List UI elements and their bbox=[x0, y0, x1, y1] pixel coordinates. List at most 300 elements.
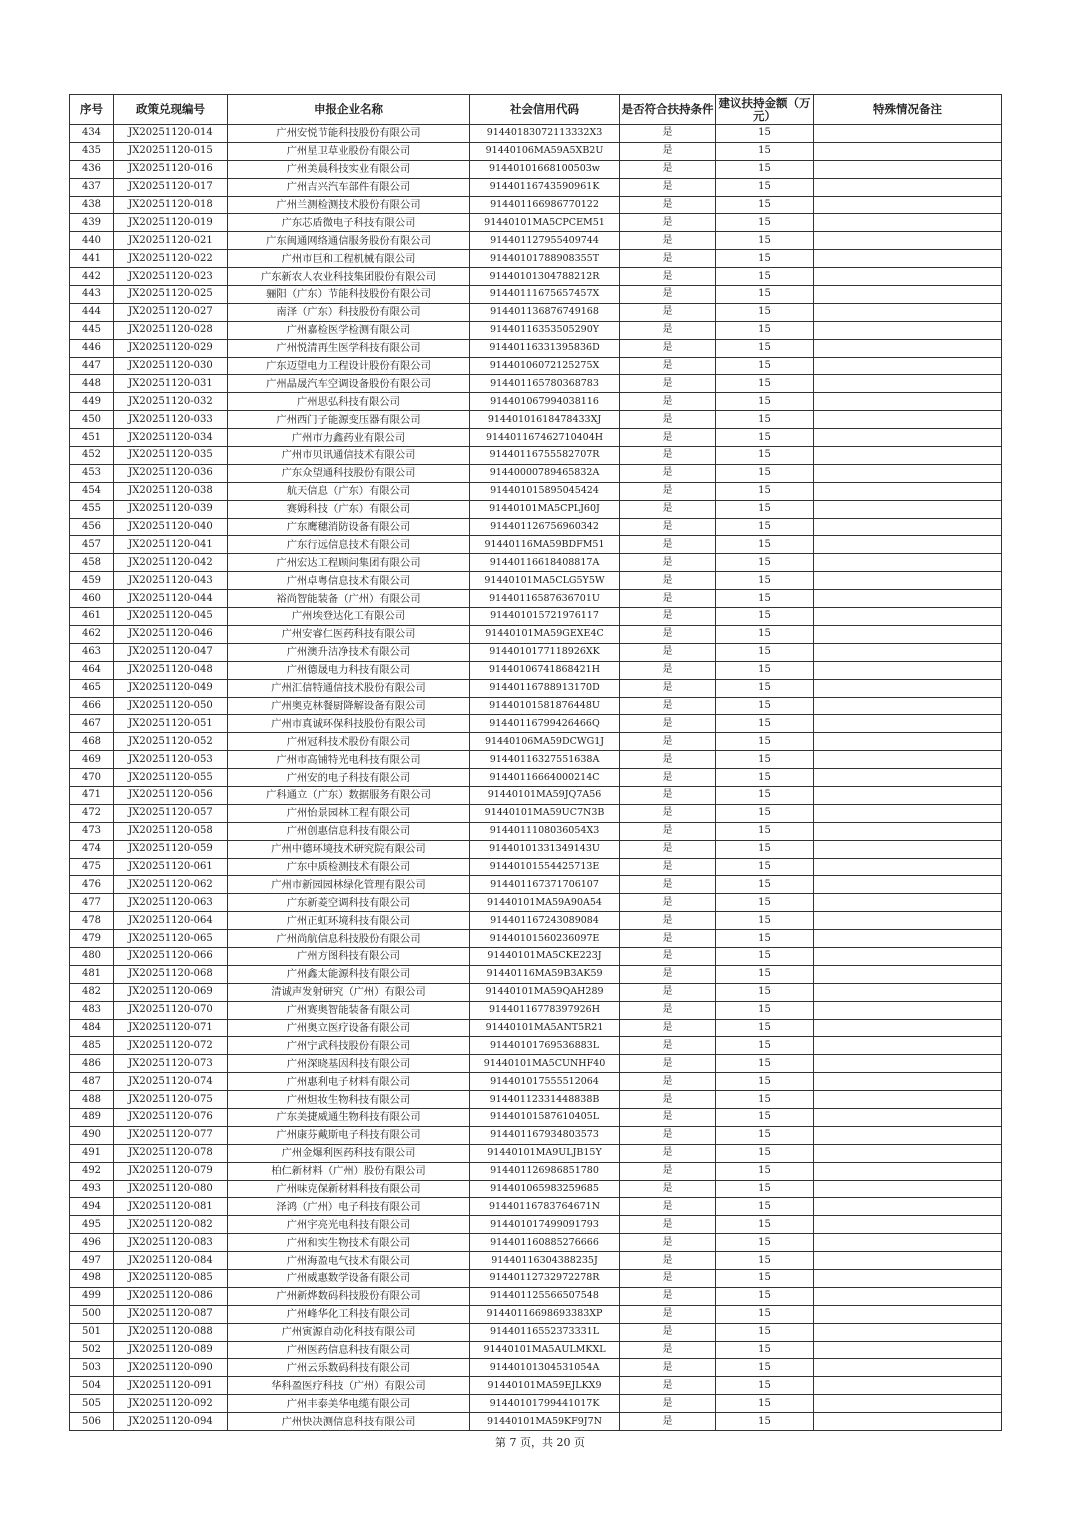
cell-amount: 15 bbox=[716, 1305, 814, 1323]
cell-company-name: 赛姆科技（广东）有限公司 bbox=[228, 500, 470, 518]
cell-eligible: 是 bbox=[620, 393, 716, 411]
cell-policy-number: JX20251120-034 bbox=[114, 429, 228, 447]
cell-seq: 449 bbox=[70, 393, 114, 411]
cell-eligible: 是 bbox=[620, 178, 716, 196]
cell-amount: 15 bbox=[716, 1126, 814, 1144]
cell-amount: 15 bbox=[716, 125, 814, 143]
cell-eligible: 是 bbox=[620, 769, 716, 787]
cell-note bbox=[814, 196, 1002, 214]
cell-seq: 476 bbox=[70, 876, 114, 894]
cell-company-name: 广州奥立医疗设备有限公司 bbox=[228, 1019, 470, 1037]
header-amount: 建议扶持金额（万元） bbox=[716, 95, 814, 125]
cell-policy-number: JX20251120-052 bbox=[114, 733, 228, 751]
cell-note bbox=[814, 572, 1002, 590]
cell-eligible: 是 bbox=[620, 1198, 716, 1216]
cell-note bbox=[814, 321, 1002, 339]
cell-amount: 15 bbox=[716, 1198, 814, 1216]
cell-seq: 486 bbox=[70, 1055, 114, 1073]
cell-seq: 498 bbox=[70, 1270, 114, 1288]
cell-policy-number: JX20251120-014 bbox=[114, 125, 228, 143]
cell-amount: 15 bbox=[716, 608, 814, 626]
cell-note bbox=[814, 554, 1002, 572]
table-row bbox=[70, 697, 1002, 715]
cell-company-name: 广州和实生物技术有限公司 bbox=[228, 1234, 470, 1252]
cell-seq: 461 bbox=[70, 608, 114, 626]
table-row bbox=[70, 375, 1002, 393]
cell-company-name: 南泽（广东）科技股份有限公司 bbox=[228, 303, 470, 321]
cell-note bbox=[814, 268, 1002, 286]
cell-seq: 442 bbox=[70, 268, 114, 286]
cell-credit-code: 91440116799426466Q bbox=[470, 715, 620, 733]
cell-credit-code: 91440116MA59BDFM51 bbox=[470, 536, 620, 554]
cell-company-name: 广州海盈电气技术有限公司 bbox=[228, 1252, 470, 1270]
cell-amount: 15 bbox=[716, 375, 814, 393]
cell-eligible: 是 bbox=[620, 697, 716, 715]
table-row bbox=[70, 769, 1002, 787]
table-row bbox=[70, 214, 1002, 232]
cell-policy-number: JX20251120-065 bbox=[114, 930, 228, 948]
cell-note bbox=[814, 1162, 1002, 1180]
cell-company-name: 航天信息（广东）有限公司 bbox=[228, 482, 470, 500]
cell-policy-number: JX20251120-079 bbox=[114, 1162, 228, 1180]
header-eligible: 是否符合扶持条件 bbox=[620, 95, 716, 125]
cell-amount: 15 bbox=[716, 786, 814, 804]
cell-credit-code: 91440101MA5CPCEM51 bbox=[470, 214, 620, 232]
cell-seq: 434 bbox=[70, 125, 114, 143]
table-row bbox=[70, 500, 1002, 518]
cell-amount: 15 bbox=[716, 822, 814, 840]
cell-seq: 437 bbox=[70, 178, 114, 196]
cell-eligible: 是 bbox=[620, 1305, 716, 1323]
cell-seq: 472 bbox=[70, 804, 114, 822]
cell-company-name: 广州怡景园林工程有限公司 bbox=[228, 804, 470, 822]
cell-note bbox=[814, 1234, 1002, 1252]
cell-note bbox=[814, 751, 1002, 769]
cell-eligible: 是 bbox=[620, 357, 716, 375]
cell-company-name: 广州冠科技术股份有限公司 bbox=[228, 733, 470, 751]
cell-company-name: 广州市贝讯通信技术有限公司 bbox=[228, 447, 470, 465]
cell-policy-number: JX20251120-078 bbox=[114, 1144, 228, 1162]
cell-policy-number: JX20251120-094 bbox=[114, 1413, 228, 1431]
cell-credit-code: 91440101304531054A bbox=[470, 1359, 620, 1377]
cell-eligible: 是 bbox=[620, 590, 716, 608]
cell-credit-code: 91440106741868421H bbox=[470, 661, 620, 679]
cell-policy-number: JX20251120-027 bbox=[114, 303, 228, 321]
cell-company-name: 广州宏达工程顾问集团有限公司 bbox=[228, 554, 470, 572]
table-row bbox=[70, 429, 1002, 447]
cell-seq: 465 bbox=[70, 679, 114, 697]
cell-credit-code: 91440101788908355T bbox=[470, 250, 620, 268]
table-row bbox=[70, 661, 1002, 679]
cell-note bbox=[814, 482, 1002, 500]
cell-note bbox=[814, 375, 1002, 393]
cell-policy-number: JX20251120-070 bbox=[114, 1001, 228, 1019]
cell-credit-code: 91440112675696034​2 bbox=[470, 518, 620, 536]
cell-policy-number: JX20251120-081 bbox=[114, 1198, 228, 1216]
cell-company-name: 广州汇信特通信技术股份有限公司 bbox=[228, 679, 470, 697]
cell-note bbox=[814, 1252, 1002, 1270]
cell-policy-number: JX20251120-073 bbox=[114, 1055, 228, 1073]
cell-seq: 452 bbox=[70, 447, 114, 465]
cell-credit-code: 91440116793480357​3 bbox=[470, 1126, 620, 1144]
cell-policy-number: JX20251120-062 bbox=[114, 876, 228, 894]
cell-company-name: 骊阳（广东）节能科技股份有限公司 bbox=[228, 286, 470, 304]
cell-eligible: 是 bbox=[620, 1216, 716, 1234]
cell-note bbox=[814, 339, 1002, 357]
cell-seq: 443 bbox=[70, 286, 114, 304]
cell-company-name: 柏仁新材料（广州）股份有限公司 bbox=[228, 1162, 470, 1180]
policy-funding-table bbox=[69, 94, 1002, 1431]
cell-credit-code: 91440116618408817A bbox=[470, 554, 620, 572]
cell-note bbox=[814, 1216, 1002, 1234]
cell-amount: 15 bbox=[716, 715, 814, 733]
cell-credit-code: 91440116724308908​4 bbox=[470, 912, 620, 930]
cell-amount: 15 bbox=[716, 393, 814, 411]
cell-note bbox=[814, 286, 1002, 304]
cell-amount: 15 bbox=[716, 536, 814, 554]
cell-policy-number: JX20251120-059 bbox=[114, 840, 228, 858]
cell-note bbox=[814, 518, 1002, 536]
table-row bbox=[70, 1198, 1002, 1216]
cell-amount: 15 bbox=[716, 286, 814, 304]
cell-amount: 15 bbox=[716, 679, 814, 697]
cell-amount: 15 bbox=[716, 178, 814, 196]
cell-credit-code: 91440116743590961K bbox=[470, 178, 620, 196]
table-row bbox=[70, 447, 1002, 465]
cell-policy-number: JX20251120-047 bbox=[114, 643, 228, 661]
cell-company-name: 广州市高铺特光电科技有限公司 bbox=[228, 751, 470, 769]
table-row bbox=[70, 1019, 1002, 1037]
cell-credit-code: 91440101MA9ULJB15Y bbox=[470, 1144, 620, 1162]
cell-amount: 15 bbox=[716, 733, 814, 751]
cell-eligible: 是 bbox=[620, 447, 716, 465]
table-row bbox=[70, 840, 1002, 858]
cell-seq: 488 bbox=[70, 1091, 114, 1109]
cell-note bbox=[814, 894, 1002, 912]
header-policy-number: 政策兑现编号 bbox=[114, 95, 228, 125]
cell-note bbox=[814, 769, 1002, 787]
cell-credit-code: 91440101771189​26XK bbox=[470, 643, 620, 661]
cell-eligible: 是 bbox=[620, 429, 716, 447]
cell-policy-number: JX20251120-019 bbox=[114, 214, 228, 232]
cell-amount: 15 bbox=[716, 1234, 814, 1252]
cell-policy-number: JX20251120-089 bbox=[114, 1341, 228, 1359]
table-row bbox=[70, 250, 1002, 268]
cell-amount: 15 bbox=[716, 769, 814, 787]
cell-credit-code: 91440116755582707R bbox=[470, 447, 620, 465]
table-row bbox=[70, 858, 1002, 876]
cell-credit-code: 91440112698685178​0 bbox=[470, 1162, 620, 1180]
cell-credit-code: 91440112556650754​8 bbox=[470, 1287, 620, 1305]
table-row bbox=[70, 554, 1002, 572]
cell-note bbox=[814, 303, 1002, 321]
cell-amount: 15 bbox=[716, 590, 814, 608]
cell-company-name: 广东行远信息技术有限公司 bbox=[228, 536, 470, 554]
cell-company-name: 广州美晨科技实业有限公司 bbox=[228, 160, 470, 178]
table-row bbox=[70, 572, 1002, 590]
cell-seq: 506 bbox=[70, 1413, 114, 1431]
cell-note bbox=[814, 1073, 1002, 1091]
cell-eligible: 是 bbox=[620, 1144, 716, 1162]
cell-company-name: 广东闽通网络通信服务股份有限公司 bbox=[228, 232, 470, 250]
table-row bbox=[70, 482, 1002, 500]
cell-company-name: 广州康芬戴斯电子科技有限公司 bbox=[228, 1126, 470, 1144]
cell-credit-code: 91440101331349143U bbox=[470, 840, 620, 858]
cell-seq: 454 bbox=[70, 482, 114, 500]
cell-company-name: 广州澳升洁净技术有限公司 bbox=[228, 643, 470, 661]
cell-eligible: 是 bbox=[620, 1073, 716, 1091]
cell-policy-number: JX20251120-031 bbox=[114, 375, 228, 393]
cell-eligible: 是 bbox=[620, 1019, 716, 1037]
cell-policy-number: JX20251120-016 bbox=[114, 160, 228, 178]
cell-amount: 15 bbox=[716, 572, 814, 590]
cell-policy-number: JX20251120-030 bbox=[114, 357, 228, 375]
cell-policy-number: JX20251120-069 bbox=[114, 983, 228, 1001]
cell-credit-code: 91440101MA5CUNHF40 bbox=[470, 1055, 620, 1073]
cell-note bbox=[814, 930, 1002, 948]
cell-eligible: 是 bbox=[620, 1055, 716, 1073]
cell-amount: 15 bbox=[716, 1180, 814, 1198]
cell-amount: 15 bbox=[716, 357, 814, 375]
cell-eligible: 是 bbox=[620, 1108, 716, 1126]
table-row bbox=[70, 608, 1002, 626]
cell-note bbox=[814, 1413, 1002, 1431]
cell-note bbox=[814, 679, 1002, 697]
cell-policy-number: JX20251120-015 bbox=[114, 142, 228, 160]
cell-seq: 481 bbox=[70, 965, 114, 983]
cell-note bbox=[814, 1287, 1002, 1305]
cell-credit-code: 91440112732972278R bbox=[470, 1270, 620, 1288]
cell-eligible: 是 bbox=[620, 160, 716, 178]
cell-eligible: 是 bbox=[620, 125, 716, 143]
cell-company-name: 广东鹰穗消防设备有限公司 bbox=[228, 518, 470, 536]
cell-eligible: 是 bbox=[620, 500, 716, 518]
cell-amount: 15 bbox=[716, 142, 814, 160]
cell-seq: 460 bbox=[70, 590, 114, 608]
cell-seq: 466 bbox=[70, 697, 114, 715]
cell-company-name: 广州中德环境技术研究院有限公司 bbox=[228, 840, 470, 858]
cell-policy-number: JX20251120-018 bbox=[114, 196, 228, 214]
cell-company-name: 广州峰华化工科技有限公司 bbox=[228, 1305, 470, 1323]
cell-eligible: 是 bbox=[620, 321, 716, 339]
cell-company-name: 广州西门子能源变压器有限公司 bbox=[228, 411, 470, 429]
cell-seq: 469 bbox=[70, 751, 114, 769]
cell-company-name: 广州宁武科技股份有限公司 bbox=[228, 1037, 470, 1055]
cell-company-name: 广州卓粤信息技术有限公司 bbox=[228, 572, 470, 590]
cell-eligible: 是 bbox=[620, 983, 716, 1001]
table-row bbox=[70, 625, 1002, 643]
table-row bbox=[70, 1377, 1002, 1395]
cell-amount: 15 bbox=[716, 321, 814, 339]
cell-eligible: 是 bbox=[620, 1091, 716, 1109]
cell-credit-code: 91440113687674916​8 bbox=[470, 303, 620, 321]
cell-policy-number: JX20251120-041 bbox=[114, 536, 228, 554]
cell-seq: 468 bbox=[70, 733, 114, 751]
cell-seq: 438 bbox=[70, 196, 114, 214]
cell-policy-number: JX20251120-042 bbox=[114, 554, 228, 572]
cell-eligible: 是 bbox=[620, 858, 716, 876]
cell-credit-code: 91440116327551638A bbox=[470, 751, 620, 769]
cell-company-name: 广州市力鑫药业有限公司 bbox=[228, 429, 470, 447]
cell-policy-number: JX20251120-035 bbox=[114, 447, 228, 465]
cell-eligible: 是 bbox=[620, 142, 716, 160]
table-row bbox=[70, 876, 1002, 894]
cell-eligible: 是 bbox=[620, 554, 716, 572]
cell-amount: 15 bbox=[716, 876, 814, 894]
cell-credit-code: 91440116552373331L bbox=[470, 1323, 620, 1341]
cell-policy-number: JX20251120-092 bbox=[114, 1395, 228, 1413]
cell-policy-number: JX20251120-056 bbox=[114, 786, 228, 804]
cell-eligible: 是 bbox=[620, 822, 716, 840]
cell-company-name: 广州埃登达化工有限公司 bbox=[228, 608, 470, 626]
cell-note bbox=[814, 983, 1002, 1001]
cell-company-name: 广州市真诚环保科技股份有限公司 bbox=[228, 715, 470, 733]
cell-credit-code: 91440101589504542​4 bbox=[470, 482, 620, 500]
cell-credit-code: 91440101572197611​7 bbox=[470, 608, 620, 626]
table-row bbox=[70, 1341, 1002, 1359]
cell-eligible: 是 bbox=[620, 804, 716, 822]
cell-company-name: 广州方图科技有限公司 bbox=[228, 947, 470, 965]
cell-policy-number: JX20251120-085 bbox=[114, 1270, 228, 1288]
cell-eligible: 是 bbox=[620, 1270, 716, 1288]
cell-company-name: 广东新菱空调科技有限公司 bbox=[228, 894, 470, 912]
cell-seq: 489 bbox=[70, 1108, 114, 1126]
table-row bbox=[70, 142, 1002, 160]
cell-note bbox=[814, 1395, 1002, 1413]
cell-note bbox=[814, 965, 1002, 983]
cell-credit-code: 91440106799403811​6 bbox=[470, 393, 620, 411]
cell-amount: 15 bbox=[716, 232, 814, 250]
cell-credit-code: 91440101MA59GEXE4C bbox=[470, 625, 620, 643]
cell-note bbox=[814, 697, 1002, 715]
cell-eligible: 是 bbox=[620, 608, 716, 626]
cell-amount: 15 bbox=[716, 1144, 814, 1162]
cell-amount: 15 bbox=[716, 250, 814, 268]
cell-amount: 15 bbox=[716, 947, 814, 965]
cell-company-name: 广州医药信息科技有限公司 bbox=[228, 1341, 470, 1359]
cell-credit-code: 914401016681005​03w bbox=[470, 160, 620, 178]
cell-amount: 15 bbox=[716, 447, 814, 465]
cell-note bbox=[814, 464, 1002, 482]
cell-note bbox=[814, 1359, 1002, 1377]
cell-eligible: 是 bbox=[620, 1234, 716, 1252]
cell-credit-code: 91440112331448838B bbox=[470, 1091, 620, 1109]
cell-amount: 15 bbox=[716, 1270, 814, 1288]
cell-note bbox=[814, 625, 1002, 643]
cell-note bbox=[814, 250, 1002, 268]
cell-company-name: 广州星卫草业股份有限公司 bbox=[228, 142, 470, 160]
cell-seq: 440 bbox=[70, 232, 114, 250]
cell-credit-code: 91440101MA5CLG5Y5W bbox=[470, 572, 620, 590]
header-seq: 序号 bbox=[70, 95, 114, 125]
cell-seq: 444 bbox=[70, 303, 114, 321]
table-row bbox=[70, 1323, 1002, 1341]
cell-eligible: 是 bbox=[620, 661, 716, 679]
table-row bbox=[70, 1001, 1002, 1019]
cell-eligible: 是 bbox=[620, 572, 716, 590]
cell-credit-code: 91440116788913170D bbox=[470, 679, 620, 697]
cell-note bbox=[814, 214, 1002, 232]
cell-seq: 457 bbox=[70, 536, 114, 554]
header-note: 特殊情况备注 bbox=[814, 95, 1002, 125]
cell-policy-number: JX20251120-043 bbox=[114, 572, 228, 590]
cell-note bbox=[814, 125, 1002, 143]
table-row bbox=[70, 965, 1002, 983]
cell-seq: 500 bbox=[70, 1305, 114, 1323]
cell-seq: 502 bbox=[70, 1341, 114, 1359]
cell-note bbox=[814, 1323, 1002, 1341]
cell-seq: 450 bbox=[70, 411, 114, 429]
cell-note bbox=[814, 178, 1002, 196]
cell-eligible: 是 bbox=[620, 286, 716, 304]
cell-company-name: 广州安的电子科技有限公司 bbox=[228, 769, 470, 787]
cell-company-name: 广东芯盾微电子科技有限公司 bbox=[228, 214, 470, 232]
table-row bbox=[70, 1162, 1002, 1180]
cell-seq: 493 bbox=[70, 1180, 114, 1198]
cell-seq: 464 bbox=[70, 661, 114, 679]
cell-credit-code: 91440116578036878​3 bbox=[470, 375, 620, 393]
cell-seq: 483 bbox=[70, 1001, 114, 1019]
cell-eligible: 是 bbox=[620, 679, 716, 697]
cell-company-name: 广州兰测检测技术股份有限公司 bbox=[228, 196, 470, 214]
cell-company-name: 广州德晟电力科技有限公司 bbox=[228, 661, 470, 679]
cell-company-name: 清诚声发射研究（广州）有限公司 bbox=[228, 983, 470, 1001]
cell-company-name: 广州市巨和工程机械有限公司 bbox=[228, 250, 470, 268]
cell-credit-code: 91440116698677012​2 bbox=[470, 196, 620, 214]
cell-policy-number: JX20251120-045 bbox=[114, 608, 228, 626]
cell-credit-code: 91440101554425713E bbox=[470, 858, 620, 876]
cell-policy-number: JX20251120-083 bbox=[114, 1234, 228, 1252]
cell-company-name: 广州炟妆生物科技有限公司 bbox=[228, 1091, 470, 1109]
cell-eligible: 是 bbox=[620, 339, 716, 357]
cell-company-name: 广州金爆利医药科技有限公司 bbox=[228, 1144, 470, 1162]
table-row bbox=[70, 393, 1002, 411]
cell-company-name: 广州市新园园林绿化管理有限公司 bbox=[228, 876, 470, 894]
cell-credit-code: 91440101MA5CPLJ60J bbox=[470, 500, 620, 518]
cell-amount: 15 bbox=[716, 196, 814, 214]
cell-company-name: 广州安悦节能科技股份有限公司 bbox=[228, 125, 470, 143]
cell-credit-code: 91440111675657457X bbox=[470, 286, 620, 304]
cell-company-name: 广州嘉检医学检测有限公司 bbox=[228, 321, 470, 339]
cell-eligible: 是 bbox=[620, 232, 716, 250]
cell-eligible: 是 bbox=[620, 1395, 716, 1413]
cell-amount: 15 bbox=[716, 464, 814, 482]
cell-note bbox=[814, 1377, 1002, 1395]
cell-credit-code: 91440000789465832A bbox=[470, 464, 620, 482]
cell-policy-number: JX20251120-022 bbox=[114, 250, 228, 268]
table-row bbox=[70, 321, 1002, 339]
cell-policy-number: JX20251120-040 bbox=[114, 518, 228, 536]
cell-policy-number: JX20251120-023 bbox=[114, 268, 228, 286]
cell-amount: 15 bbox=[716, 965, 814, 983]
cell-eligible: 是 bbox=[620, 268, 716, 286]
cell-seq: 479 bbox=[70, 930, 114, 948]
table-row bbox=[70, 1144, 1002, 1162]
cell-seq: 495 bbox=[70, 1216, 114, 1234]
cell-seq: 436 bbox=[70, 160, 114, 178]
table-row bbox=[70, 822, 1002, 840]
cell-seq: 455 bbox=[70, 500, 114, 518]
cell-credit-code: 91440116664000214C bbox=[470, 769, 620, 787]
cell-eligible: 是 bbox=[620, 876, 716, 894]
cell-seq: 487 bbox=[70, 1073, 114, 1091]
cell-amount: 15 bbox=[716, 858, 814, 876]
table-row bbox=[70, 894, 1002, 912]
cell-note bbox=[814, 608, 1002, 626]
cell-amount: 15 bbox=[716, 1091, 814, 1109]
cell-company-name: 广州晶晟汽车空调设备股份有限公司 bbox=[228, 375, 470, 393]
cell-policy-number: JX20251120-044 bbox=[114, 590, 228, 608]
